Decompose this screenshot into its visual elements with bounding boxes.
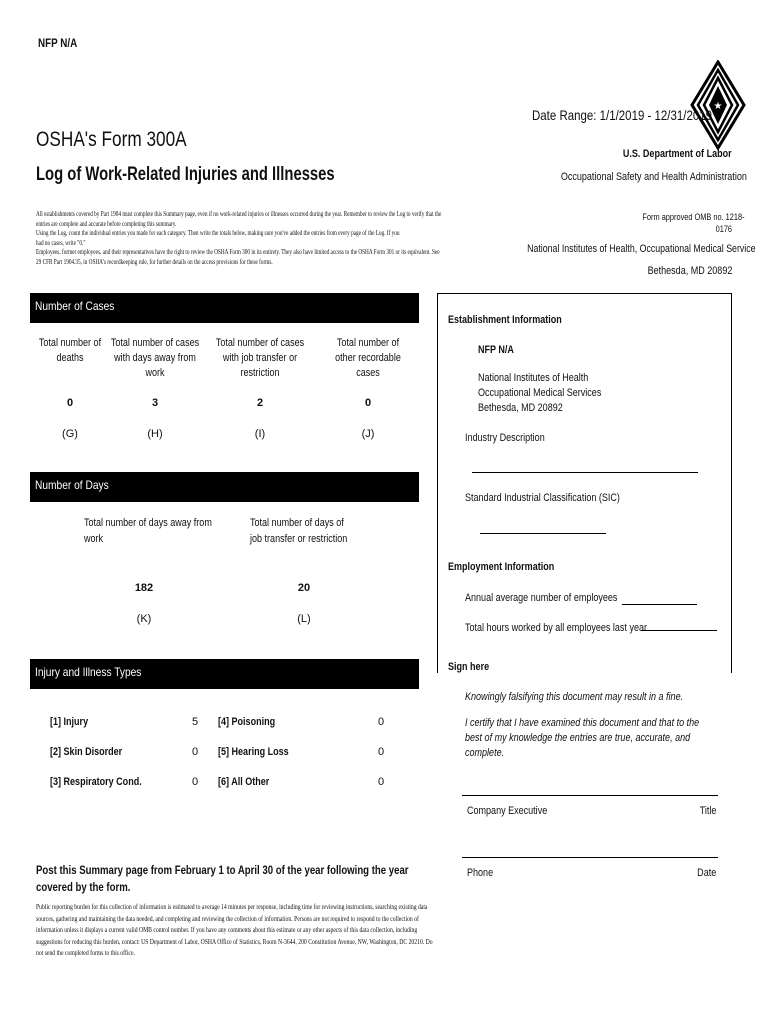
days-transfer-code: (L) [297,613,311,625]
injury-type-5-value: 0 [378,746,385,758]
top-label: NFP N/A [38,36,78,50]
post-notice: Post this Summary page from February 1 to April 30 of the year following the year covered by the form. [36,863,409,894]
cases-deaths-value: 0 [66,397,74,409]
days-away-code: (K) [136,613,152,625]
cases-days-away-label: Total number of cases with days away from work [110,337,200,379]
agency-administration: Occupational Safety and Health Administration [560,171,747,183]
falsify-warning: Knowingly falsifying this document may result in a fine. [465,691,684,703]
employer-name: National Institutes of Health, Occupational Medical Service [527,243,756,255]
cases-other-code: (J) [361,428,375,440]
cases-deaths-label: Total number of deaths [38,337,102,364]
injury-type-4-label: [4] Poisoning [218,716,276,728]
employer-city: Bethesda, MD 20892 [647,265,732,277]
avg-employees-label: Annual average number of employees [465,592,618,604]
sign-here-header: Sign here [448,661,490,673]
injury-type-3-value: 0 [192,776,199,788]
omb-number: Form approved OMB no. 1218- 0176 [642,212,745,234]
cases-transfer-label: Total number of cases with job transfer or restriction [215,337,305,379]
osha-logo-icon [690,60,746,150]
date-label: Date [696,867,716,879]
industry-description-label: Industry Description [465,432,545,444]
number-of-cases-header: Number of Cases [30,293,419,323]
form-subtitle: Log of Work-Related Injuries and Illnesses [36,164,335,185]
sic-label: Standard Industrial Classification (SIC) [465,492,620,504]
cases-transfer-code: (I) [254,428,266,440]
company-executive-label: Company Executive [467,805,548,817]
injury-type-2-label: [2] Skin Disorder [50,746,123,758]
total-hours-label: Total hours worked by all employees last year [465,622,648,634]
injury-type-5-label: [5] Hearing Loss [218,746,289,758]
cases-transfer-value: 2 [256,397,264,409]
sic-field[interactable] [480,533,606,534]
industry-description-field[interactable] [472,472,698,473]
number-of-days-header: Number of Days [30,472,419,502]
establishment-header: Establishment Information [448,314,562,326]
injury-type-1-value: 5 [192,716,199,728]
cases-deaths-code: (G) [62,428,78,440]
phone-date-line[interactable] [462,857,718,858]
injury-type-6-value: 0 [378,776,385,788]
burden-text: Public reporting burden for this collection of information is estimated to average 14 minutes per response, including time for reviewing instructions, searching existing data sources, gathering and maintaining the data needed, and completing and reviewing the collection of information. Persons are not required to respond to the collection of information unless it displays a current valid OMB control number. If you have any comments about this estimate or any other aspects of this data collection, including suggestions for reducing this burden, contact: US Department of Labor, OSHA Office of Statistics, Room N-3644, 200 Constitution Avenue, NW, Washington, DC 20210. Do not send the completed forms to this office. [36,902,433,957]
days-away-value: 182 [134,582,154,594]
executive-signature-line[interactable] [462,795,718,796]
injury-types-header: Injury and Illness Types [30,659,419,689]
days-transfer-label: Total number of days of job transfer or restriction [250,517,348,545]
title-label: Title [699,805,716,817]
cases-days-away-value: 3 [151,397,159,409]
injury-type-6-label: [6] All Other [218,776,270,788]
total-hours-field[interactable] [641,630,717,631]
phone-label: Phone [467,867,494,879]
establishment-address-1: National Institutes of Health [478,372,589,384]
injury-type-3-label: [3] Respiratory Cond. [50,776,142,788]
establishment-address-2: Occupational Medical Services [478,387,602,399]
svg-text:★: ★ [713,101,723,112]
cases-other-value: 0 [364,397,372,409]
injury-type-2-value: 0 [192,746,199,758]
employment-header: Employment Information [448,561,555,573]
injury-type-1-label: [1] Injury [50,716,89,728]
injury-type-4-value: 0 [378,716,385,728]
cases-other-label: Total number of other recordable cases [335,337,401,379]
form-title: OSHA's Form 300A [36,128,187,151]
avg-employees-field[interactable] [622,604,697,605]
certify-statement: I certify that I have examined this document and that to the best of my knowledge the entries are true, accurate, and complete. [465,717,700,759]
date-range: Date Range: 1/1/2019 - 12/31/2019 [532,107,713,123]
intro-text: All establishments covered by Part 1904 must complete this Summary page, even if no work-related injuries or illnesses occurred during the year. Remember to review the Log to verify that the entries are complete and accurate before completing this summary. Using the Log, count the individual entries you made for each category. Then write the totals below, making sure you've added the entries from every page of the Log. If you had no cases, write "0." Employees, former employees, and their representatives have the right to review the OSHA Form 300 in its entirety. They also have limited access to the OSHA Form 301 or its equivalent. See 29 CFR Part 1904.35, in OSHA's recordkeeping rule, for further details on the access provisions for these forms. [36,210,442,266]
days-away-label: Total number of days away from work [84,517,212,545]
establishment-name: NFP N/A [478,344,514,356]
establishment-address-3: Bethesda, MD 20892 [478,402,563,414]
cases-days-away-code: (H) [147,428,163,440]
agency-department: U.S. Department of Labor [623,148,732,160]
days-transfer-value: 20 [297,582,311,594]
